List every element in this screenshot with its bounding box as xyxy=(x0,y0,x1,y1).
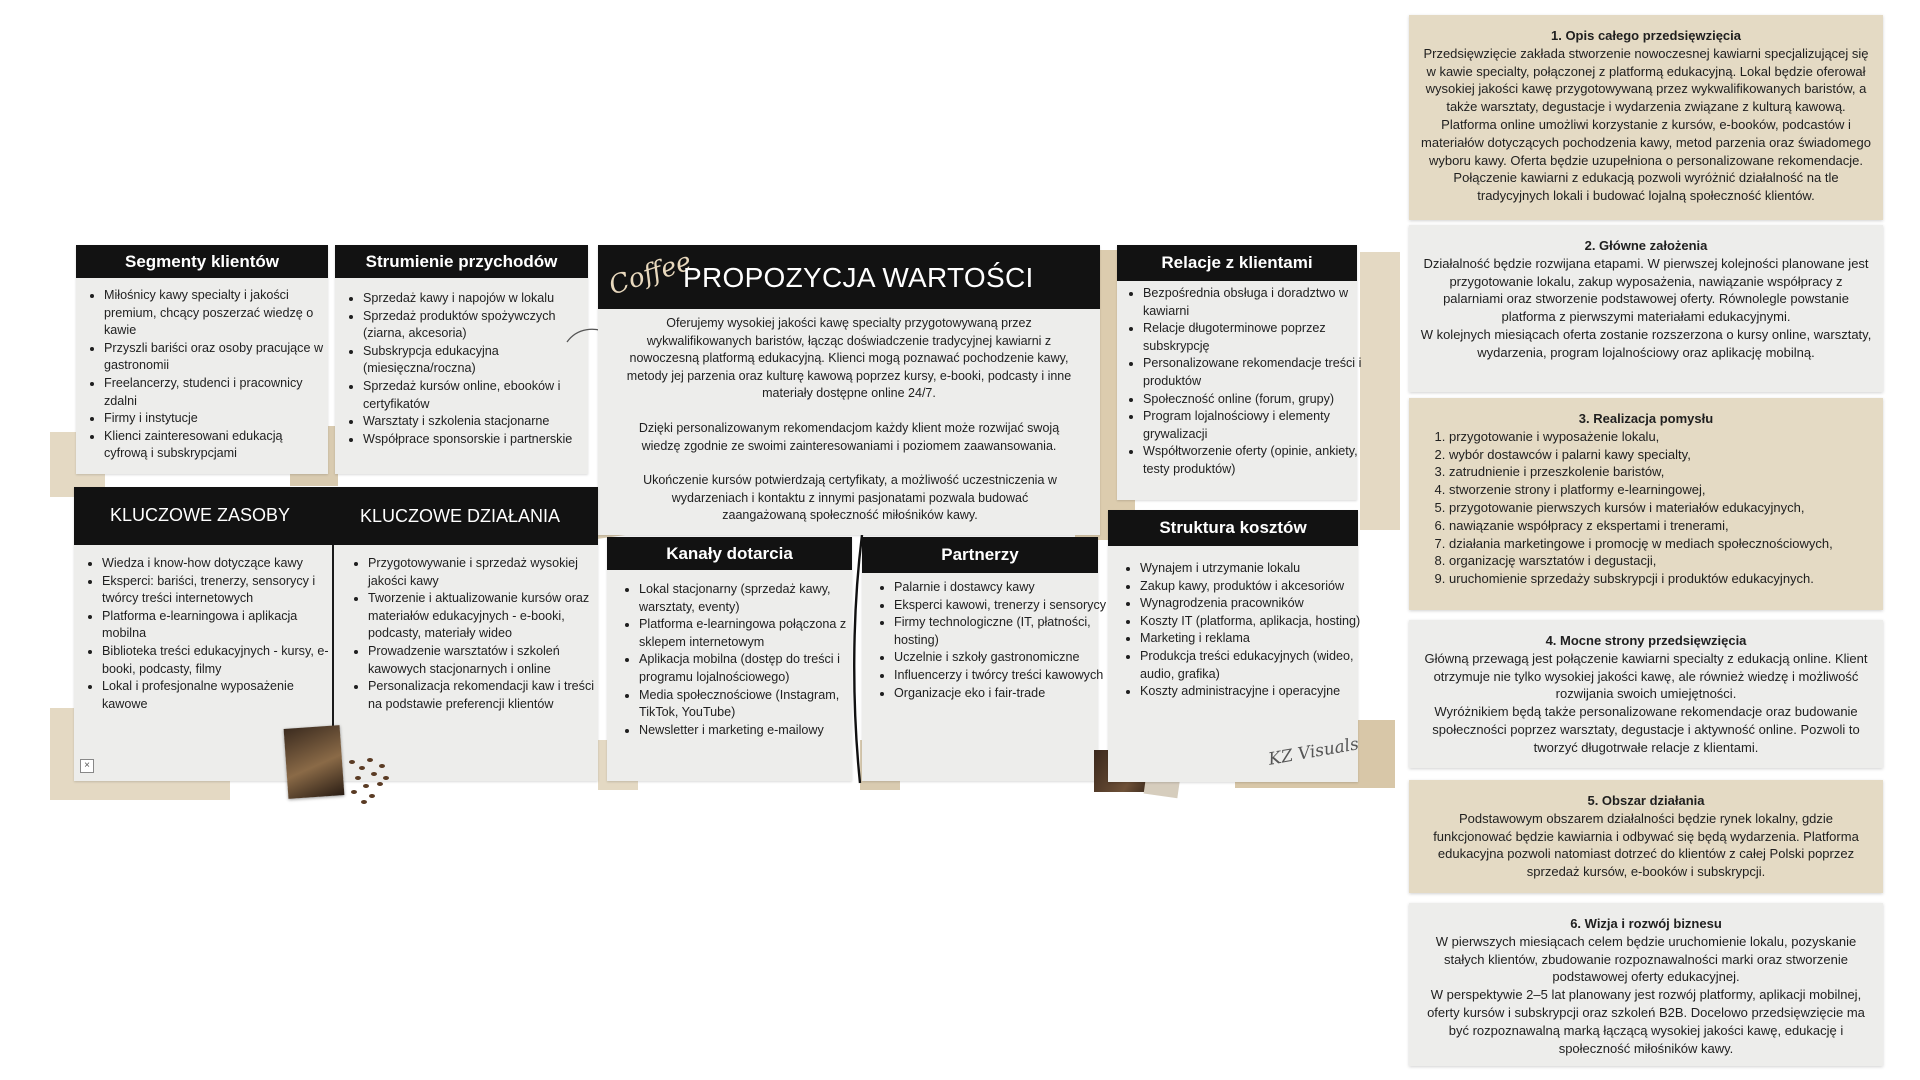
cost-structure-list xyxy=(1122,560,1372,701)
revenue-streams-card xyxy=(335,245,588,474)
list-item: • Lokal i profesjonalne wyposażenie kawowe xyxy=(102,678,337,713)
section-1-text: Przedsięwzięcie zakłada stworzenie nowoczesnej kawiarni specjalizującej się w kawie specialty, połączonej z platformą edukacyjną. Lokal będzie oferował wysokiej jakości kawę przygotowywaną przez wykwalifikowanych baristów, a także warsztaty, degustacje i wydarzenia związane z kulturą kawową. Platforma online umożliwi korzystanie z kursów, e-booków, podcastów i materiałów dotyczących pochodzenia kawy, metod parzenia oraz świadomego wyboru kawy. Oferta będzie uzupełniona o personalizowane rekomendacje. Połączenie kawiarni z edukacją pozwoli wyróżnić działalność na tle tradycyjnych lokali i budować lojalną społeczność klientów. xyxy=(1421,45,1871,204)
value-proposition-title: PROPOZYCJA WARTOŚCI xyxy=(683,262,1034,293)
section-2-assumptions xyxy=(1409,225,1883,392)
signature-logo: KZ Visuals xyxy=(1266,734,1361,770)
value-proposition-paragraph-1: Oferujemy wysokiej jakości kawę specialty przygotowywaną przez wykwalifikowanych baristów, łącząc doświadczenie tradycyjnej kawiarni z nowoczesną platformą edukacyjną. Klienci mogą poznawać pochodzenie kawy, metody jej parzenia oraz kulturę kawową poprzez kursy, e-booki, podcasty i inne materiały dostępne online 24/7. xyxy=(626,316,1072,401)
list-item: • Sprzedaż produktów spożywczych (ziarna, akcesoria) xyxy=(363,308,588,343)
list-item: • Influencerzy i twórcy treści kawowych xyxy=(894,667,1114,685)
value-proposition-card xyxy=(598,245,1100,535)
list-item: • Marketing i reklama xyxy=(1140,630,1372,648)
list-item: • Newsletter i marketing e-mailowy xyxy=(639,722,861,740)
list-item: • Subskrypcja edukacyjna (miesięczna/roczna) xyxy=(363,343,588,378)
list-item: • Aplikacja mobilna (dostęp do treści i programu lojalnościowego) xyxy=(639,651,861,686)
section-4-paragraph-1: Główną przewagą jest połączenie kawiarni specialty z edukacją online. Klient otrzymuje nie tylko wysokiej jakości kawę, ale również wiedzę i możliwość rozwijania swoich umiejętności. xyxy=(1424,650,1868,702)
list-item: • Platforma e-learningowa i aplikacja mobilna xyxy=(102,608,337,643)
section-6-paragraph-1: W pierwszych miesiącach celem będzie uruchomienie lokalu, pozyskanie stałych klientów, zbudowanie rozpoznawalności marki oraz stworzenie podstawowej oferty edukacyjnej. xyxy=(1435,933,1857,985)
list-item: • Koszty administracyjne i operacyjne xyxy=(1140,683,1372,701)
list-item: • Klienci zainteresowani edukacją cyfrową i subskrypcjami xyxy=(104,428,326,463)
list-item: • Społeczność online (forum, grupy) xyxy=(1143,391,1365,409)
section-3-title: 3. Realizacja pomysłu xyxy=(1578,411,1714,426)
list-item: • Wiedza i know-how dotyczące kawy xyxy=(102,555,337,573)
list-item: • Lokal stacjonarny (sprzedaż kawy, warsztaty, eventy) xyxy=(639,581,861,616)
value-proposition-paragraph-2: Dzięki personalizowanym rekomendacjom każdy klient może rozwijać swoją wiedzę zgodnie ze swoimi zainteresowaniami i poziomem zaawansowania. xyxy=(638,421,1060,453)
list-item: 5. przygotowanie pierwszych kursów i materiałów edukacyjnych, xyxy=(1449,499,1873,517)
close-icon[interactable]: × xyxy=(80,759,94,773)
list-item: • Sprzedaż kawy i napojów w lokalu xyxy=(363,290,588,308)
list-item: • Firmy technologiczne (IT, płatności, hosting) xyxy=(894,614,1114,649)
paper-scrap-right-edge xyxy=(1360,252,1400,530)
list-item: • Współprace sponsorskie i partnerskie xyxy=(363,431,588,449)
coffee-photo-image xyxy=(284,725,345,799)
list-item: • Tworzenie i aktualizowanie kursów oraz materiałów edukacyjnych - e-booki, podcasty, materiały wideo xyxy=(368,590,600,643)
section-4-strengths xyxy=(1409,620,1883,768)
channels-header xyxy=(607,537,852,570)
list-item: • Organizacje eko i fair-trade xyxy=(894,685,1114,703)
list-item: 8. organizację warsztatów i degustacji, xyxy=(1449,552,1873,570)
section-6-title: 6. Wizja i rozwój biznesu xyxy=(1570,916,1722,931)
channels-card xyxy=(607,537,852,781)
list-item: 1. przygotowanie i wyposażenie lokalu, xyxy=(1449,428,1873,446)
section-4-title: 4. Mocne strony przedsięwzięcia xyxy=(1545,633,1747,648)
revenue-streams-title: Strumienie przychodów xyxy=(365,251,558,271)
section-4-paragraph-2: Wyróżnikiem będą także personalizowane rekomendacje oraz budowanie społeczności poprzez warsztaty, degustacje i aktywność online. Pozwoli to tworzyć długotrwałe relacje z klientami. xyxy=(1432,704,1860,755)
cost-structure-header xyxy=(1108,510,1358,546)
list-item: • Biblioteka treści edukacyjnych - kursy, e-booki, podcasty, filmy xyxy=(102,643,337,678)
cost-structure-card xyxy=(1108,510,1361,782)
list-item: • Przygotowywanie i sprzedaż wysokiej jakości kawy xyxy=(368,555,600,590)
list-item: • Palarnie i dostawcy kawy xyxy=(894,579,1114,597)
customer-segments-header xyxy=(76,245,328,278)
list-item: • Relacje długoterminowe poprzez subskrypcję xyxy=(1143,320,1365,355)
list-item: • Wynajem i utrzymanie lokalu xyxy=(1140,560,1372,578)
list-item: 2. wybór dostawców i palarni kawy specialty, xyxy=(1449,446,1873,464)
key-resources-list xyxy=(84,555,337,713)
list-item: • Eksperci kawowi, trenerzy i sensorycy xyxy=(894,597,1114,615)
list-item: • Prowadzenie warsztatów i szkoleń kawowych stacjonarnych i online xyxy=(368,643,600,678)
cost-structure-title: Struktura kosztów xyxy=(1159,518,1307,537)
list-item: • Freelancerzy, studenci i pracownicy zdalni xyxy=(104,375,326,410)
customer-relations-list xyxy=(1125,285,1365,479)
list-item: 3. zatrudnienie i przeszkolenie baristów, xyxy=(1449,463,1873,481)
list-item: • Zakup kawy, produktów i akcesoriów xyxy=(1140,578,1372,596)
revenue-streams-header xyxy=(335,245,588,278)
partners-card xyxy=(862,537,1107,781)
list-item: • Personalizacja rekomendacji kaw i treści na podstawie preferencji klientów xyxy=(368,678,600,713)
partners-header xyxy=(862,537,1098,573)
section-2-paragraph-1: Działalność będzie rozwijana etapami. W pierwszej kolejności planowane jest przygotowanie lokalu, zakup wyposażenia, nawiązanie współpracy z palarniami oraz stworzenie podstawowej oferty. Równolegle powstanie platforma z pierwszymi materiałami edukacyjnymi. xyxy=(1423,255,1869,325)
list-item: • Media społecznościowe (Instagram, TikTok, YouTube) xyxy=(639,687,861,722)
section-5-text: Podstawowym obszarem działalności będzie rynek lokalny, gdzie funkcjonować będzie kawiarnia i odbywać się będą wydarzenia. Platforma edukacyjna pozwoli natomiast dotrzeć do klientów z całej Polski poprzez sprzedaż kursów, e-booków i subskrypcji. xyxy=(1433,810,1859,880)
list-item: • Uczelnie i szkoły gastronomiczne xyxy=(894,649,1114,667)
customer-segments-list xyxy=(86,287,326,463)
coffee-beans-icon xyxy=(340,752,400,812)
key-resources-title: KLUCZOWE ZASOBY xyxy=(110,505,291,525)
list-item: • Personalizowane rekomendacje treści i produktów xyxy=(1143,355,1365,390)
section-2-title: 2. Główne założenia xyxy=(1584,238,1708,253)
section-6-vision xyxy=(1409,903,1883,1066)
list-item: • Program lojalnościowy i elementy grywalizacji xyxy=(1143,408,1365,443)
section-2-paragraph-2: W kolejnych miesiącach oferta zostanie rozszerzona o kursy online, warsztaty, wydarzenia, program lojalnościowy oraz aplikację mobilną. xyxy=(1420,326,1872,360)
list-item: • Produkcja treści edukacyjnych (wideo, audio, grafika) xyxy=(1140,648,1372,683)
list-item: • Eksperci: bariści, trenerzy, sensorycy i twórcy treści internetowych xyxy=(102,573,337,608)
section-3-list xyxy=(1419,428,1873,588)
list-item: • Przyszli bariści oraz osoby pracujące w gastronomii xyxy=(104,340,326,375)
list-item: • Sprzedaż kursów online, ebooków i certyfikatów xyxy=(363,378,588,413)
customer-segments-title: Segmenty klientów xyxy=(125,251,279,271)
partners-list xyxy=(876,579,1114,702)
channels-list xyxy=(621,581,861,739)
section-6-paragraph-2: W perspektywie 2–5 lat planowany jest rozwój platformy, aplikacji mobilnej, oferty kursów i subskrypcji oraz szkoleń B2B. Docelowo przedsięwzięcie ma być rozpoznawalną marką łączącą wysokiej jakości kawę, edukację i społeczność miłośników kawy. xyxy=(1427,987,1865,1056)
value-proposition-header xyxy=(598,245,1100,309)
key-activities-list xyxy=(350,555,600,713)
list-item: 6. nawiązanie współpracy z ekspertami i trenerami, xyxy=(1449,517,1873,535)
section-5-area xyxy=(1409,780,1883,893)
section-5-title: 5. Obszar działania xyxy=(1587,793,1705,808)
list-item: • Miłośnicy kawy specialty i jakości premium, chcący poszerzać wiedzę o kawie xyxy=(104,287,326,340)
list-item: • Współtworzenie oferty (opinie, ankiety, testy produktów) xyxy=(1143,443,1365,478)
customer-relations-card xyxy=(1117,245,1362,500)
revenue-streams-list xyxy=(345,290,588,448)
list-item: • Firmy i instytucje xyxy=(104,410,326,428)
list-item: • Wynagrodzenia pracowników xyxy=(1140,595,1372,613)
partners-title: Partnerzy xyxy=(941,545,1019,564)
list-item: 7. działania marketingowe i promocję w mediach społecznościowych, xyxy=(1449,535,1873,553)
section-1-title: 1. Opis całego przedsięwzięcia xyxy=(1550,28,1742,43)
list-item: • Bezpośrednia obsługa i doradztwo w kawiarni xyxy=(1143,285,1365,320)
section-1-description xyxy=(1409,15,1883,220)
customer-relations-title: Relacje z klientami xyxy=(1161,253,1313,272)
list-item: • Platforma e-learningowa połączona z sklepem internetowym xyxy=(639,616,861,651)
list-item: 9. uruchomienie sprzedaży subskrypcji i produktów edukacyjnych. xyxy=(1449,570,1873,588)
key-activities-title: KLUCZOWE DZIAŁANIA xyxy=(360,506,561,526)
list-item: 4. stworzenie strony i platformy e-learningowej, xyxy=(1449,481,1873,499)
list-item: • Koszty IT (platforma, aplikacja, hosting) xyxy=(1140,613,1372,631)
section-3-implementation xyxy=(1409,398,1883,610)
coffee-script: Coffee xyxy=(605,246,696,302)
value-proposition-paragraph-3: Ukończenie kursów potwierdzają certyfikaty, a możliwość uczestniczenia w wydarzeniach i kontaktu z innymi pasjonatami pozwala budować zaangażowaną społeczność miłośników kawy. xyxy=(643,473,1057,523)
list-item: • Warsztaty i szkolenia stacjonarne xyxy=(363,413,588,431)
channels-title: Kanały dotarcia xyxy=(666,543,793,563)
customer-relations-header xyxy=(1117,245,1357,281)
customer-segments-card xyxy=(76,245,328,474)
